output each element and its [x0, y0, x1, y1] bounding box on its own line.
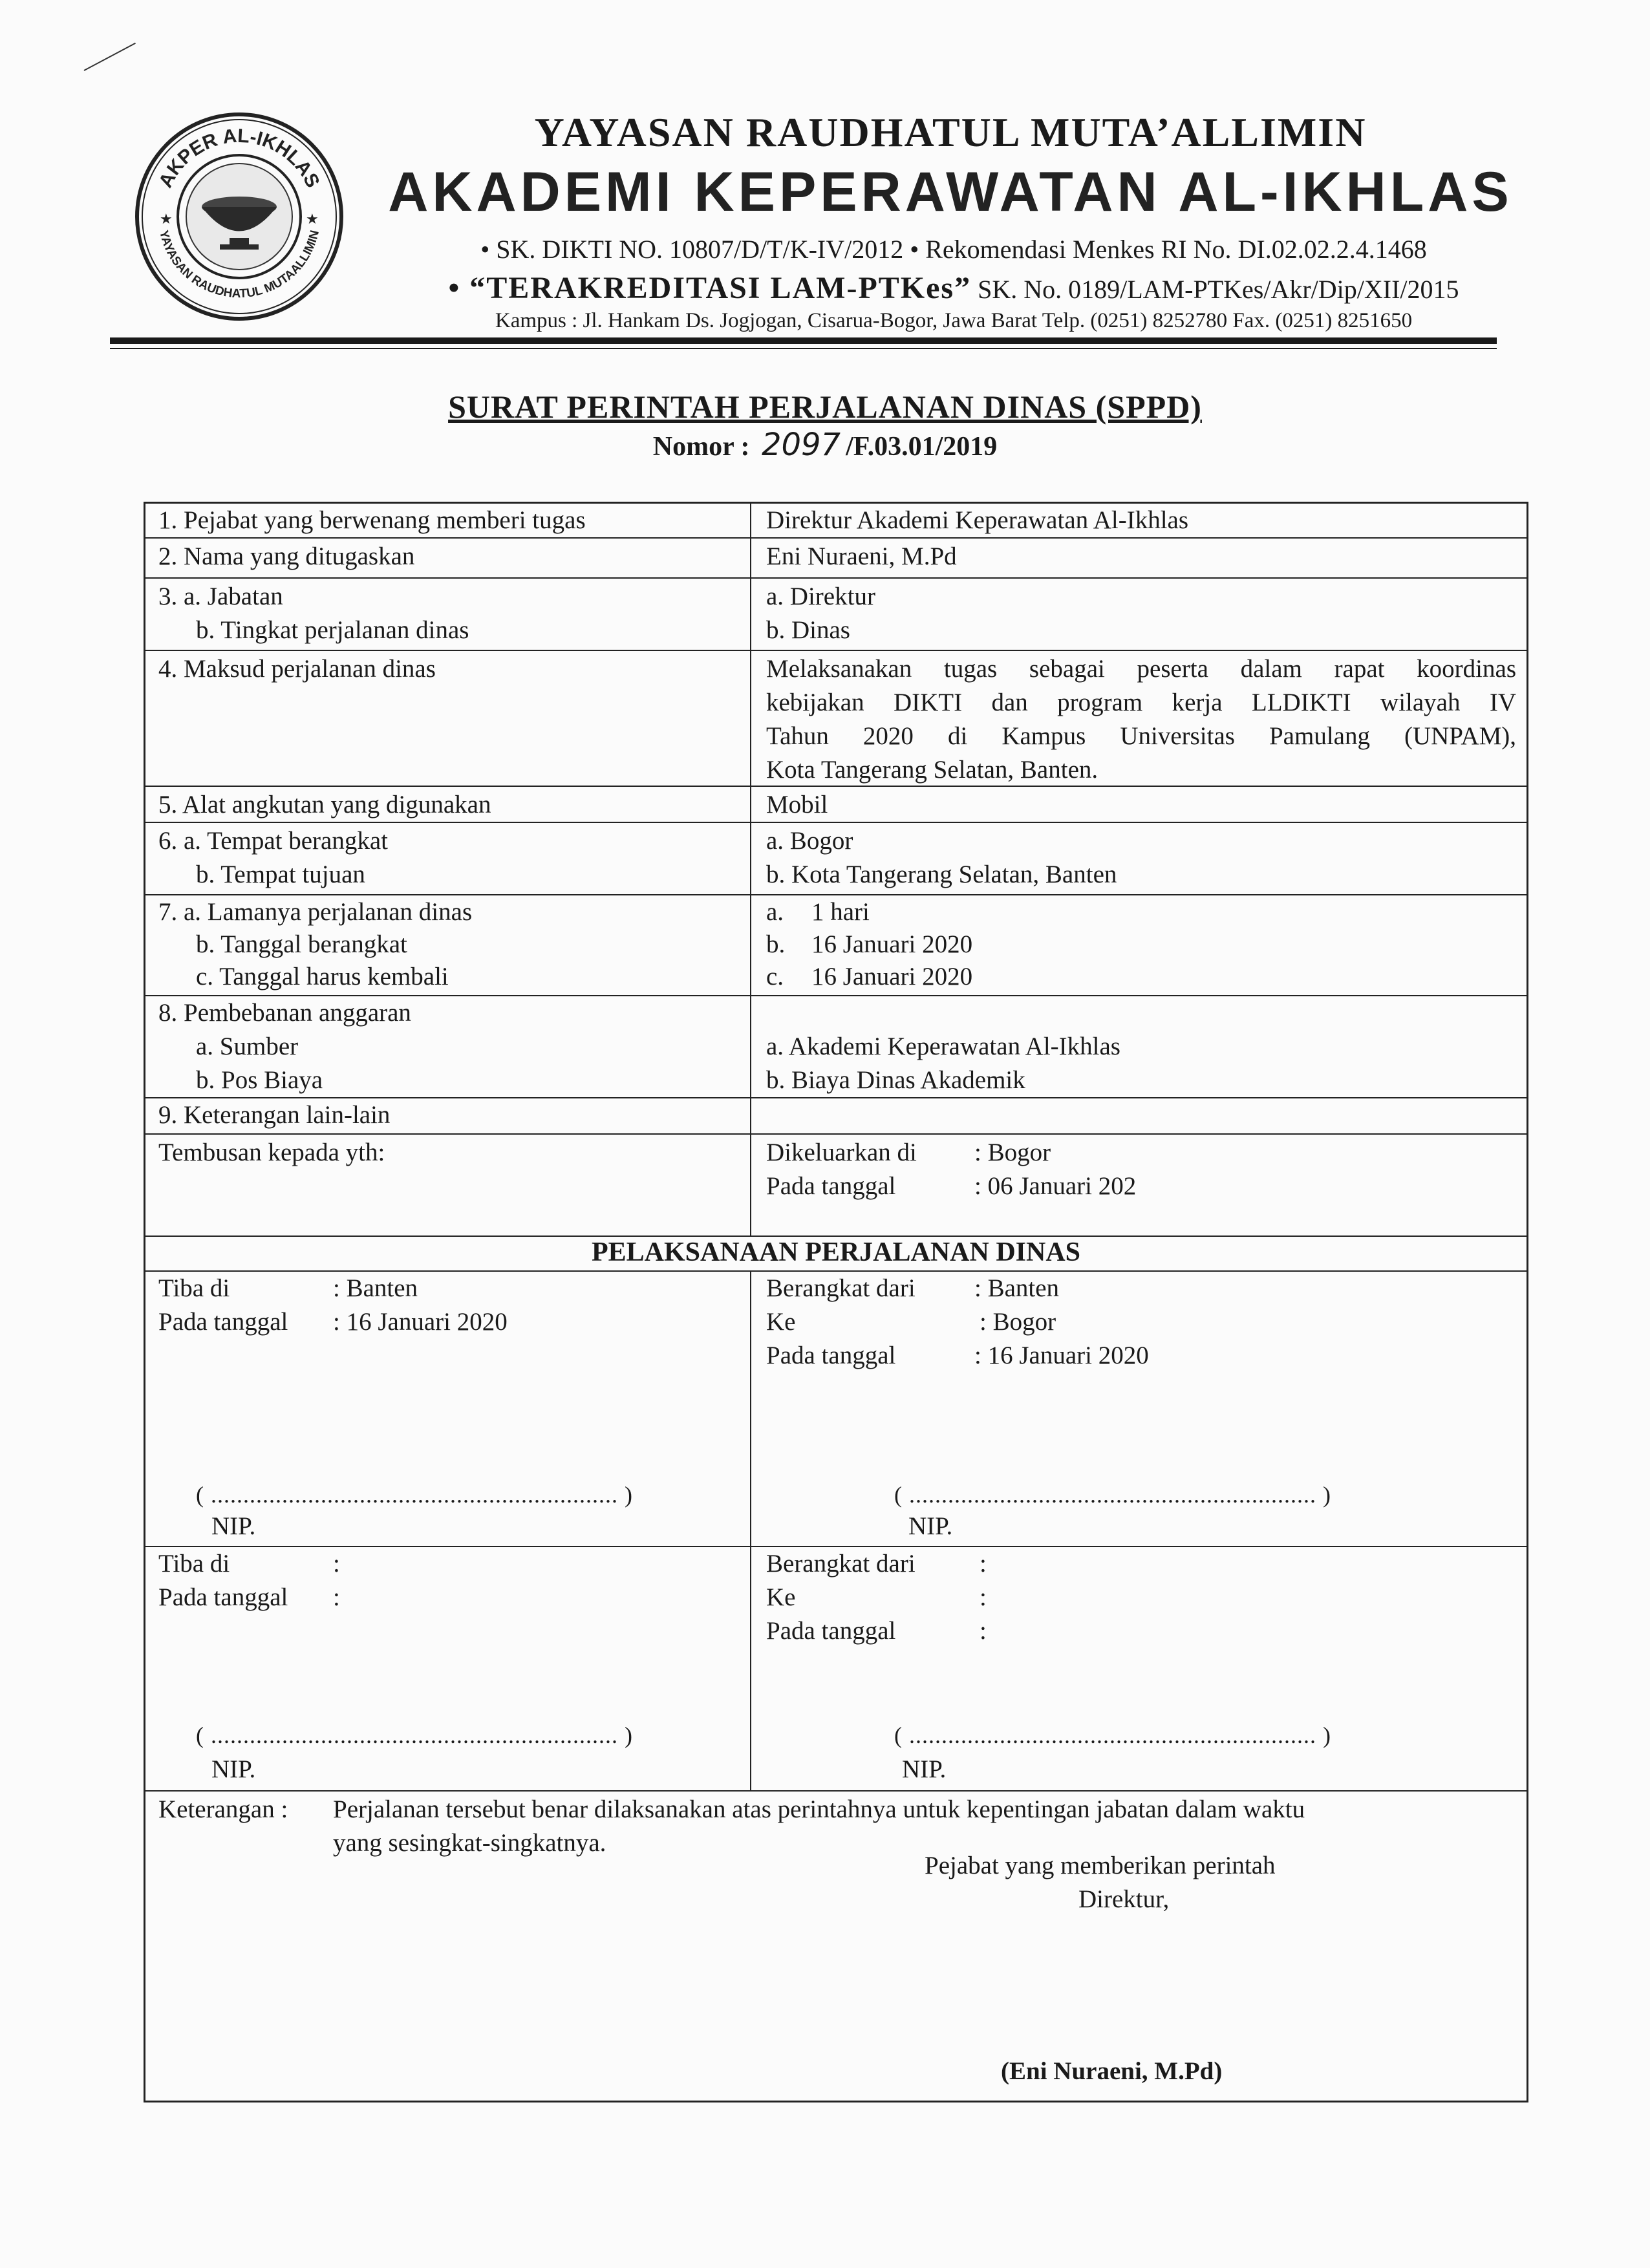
row7-key-a: a. [766, 898, 784, 926]
dikeluarkan-label: Dikeluarkan di [766, 1139, 917, 1166]
row3-label-a: 3. a. Jabatan [158, 583, 283, 610]
row7-label-a: 7. a. Lamanya perjalanan dinas [158, 898, 473, 926]
row2-label: 2. Nama yang ditugaskan [158, 542, 415, 570]
b1-tiba-label: Tiba di [158, 1274, 230, 1302]
row7-key-c: c. [766, 963, 784, 990]
row5-value: Mobil [766, 791, 828, 818]
institution-logo [133, 110, 346, 323]
row4-value-line2: kebijakan DIKTI dan program kerja LLDIKTI wilayah IV [766, 689, 1516, 716]
row7-label-c: c. Tanggal harus kembali [196, 963, 449, 990]
row2-value: Eni Nuraeni, M.Pd [766, 542, 957, 570]
row6-value-a: a. Bogor [766, 827, 853, 855]
b2-tiba-label: Tiba di [158, 1550, 230, 1578]
header-rule-thin [110, 348, 1497, 349]
signatory-name: (Eni Nuraeni, M.Pd) [1001, 2057, 1223, 2085]
accreditation-bold: • “TERAKREDITASI LAM-PTKes” [448, 271, 972, 305]
b2-berangkat-value: : [980, 1550, 987, 1578]
row5-label: 5. Alat angkutan yang digunakan [158, 791, 491, 818]
row7-value-b: 16 Januari 2020 [811, 930, 973, 958]
pada-tanggal-value: : 06 Januari 202 [974, 1172, 1137, 1200]
keterangan-line1: Perjalanan tersebut benar dilaksanakan atas perintahnya untuk kepentingan jabatan dalam waktu [333, 1795, 1305, 1823]
row6-label-a: 6. a. Tempat berangkat [158, 827, 388, 855]
row4-value-line1: Melaksanakan tugas sebagai peserta dalam rapat koordinas [766, 655, 1516, 683]
b1-berangkat-value: : Banten [974, 1274, 1060, 1302]
b2-right-nip: NIP. [902, 1755, 947, 1783]
academy-name: AKADEMI KEPERAWATAN AL-IKHLAS [388, 161, 1513, 223]
nomor-suffix: /F.03.01/2019 [846, 432, 998, 462]
row4-label: 4. Maksud perjalanan dinas [158, 655, 436, 683]
header-rule-thick [110, 337, 1497, 344]
row4-value-line3: Tahun 2020 di Kampus Universitas Pamulang (UNPAM), [766, 722, 1516, 750]
tembusan-label: Tembusan kepada yth: [158, 1139, 385, 1166]
b2-tanggal-value: : [333, 1583, 340, 1611]
row8-value-a: a. Akademi Keperawatan Al-Ikhlas [766, 1032, 1120, 1060]
foundation-name: YAYASAN RAUDHATUL MUTA’ALLIMIN [534, 109, 1367, 155]
row1-value: Direktur Akademi Keperawatan Al-Ikhlas [766, 506, 1189, 534]
b2-tanggal2-value: : [980, 1617, 987, 1645]
b2-tiba-value: : [333, 1550, 340, 1578]
row3-value-a: a. Direktur [766, 583, 875, 610]
b1-right-signature-line: ( ............................................................... ) [894, 1482, 1331, 1508]
b1-left-signature-line: ( ............................................................... ) [196, 1482, 633, 1508]
pejabat-title: Pejabat yang memberikan perintah [925, 1852, 1276, 1879]
accreditation-sk: SK. No. 0189/LAM-PTKes/Akr/Dip/XII/2015 [971, 275, 1459, 304]
row7-key-b: b. [766, 930, 786, 958]
b1-right-nip: NIP. [908, 1512, 953, 1540]
b1-tanggal-value: : 16 Januari 2020 [333, 1308, 508, 1336]
b1-berangkat-label: Berangkat dari [766, 1274, 916, 1302]
b1-ke-label: Ke [766, 1308, 796, 1336]
row8-label: 8. Pembebanan anggaran [158, 999, 411, 1027]
b1-tanggal2-value: : 16 Januari 2020 [974, 1342, 1149, 1369]
accreditation-line [369, 270, 1539, 306]
nomor-label: Nomor : [652, 432, 750, 462]
dikeluarkan-value: : Bogor [974, 1139, 1051, 1166]
sppd-table [144, 502, 1528, 2102]
row7-label-b: b. Tanggal berangkat [196, 930, 407, 958]
row6-label-b: b. Tempat tujuan [196, 861, 365, 888]
b1-tiba-value: : Banten [333, 1274, 418, 1302]
b2-left-signature-line: ( ............................................................... ) [196, 1722, 633, 1748]
b2-ke-value: : [980, 1583, 987, 1611]
row9-label: 9. Keterangan lain-lain [158, 1101, 391, 1129]
b2-ke-label: Ke [766, 1583, 796, 1611]
scan-pen-mark [84, 43, 136, 71]
sk-dikti-line: • SK. DIKTI NO. 10807/D/T/K-IV/2012 • Rekomendasi Menkes RI No. DI.02.02.2.4.1468 [480, 235, 1427, 264]
row3-label-b: b. Tingkat perjalanan dinas [196, 616, 469, 644]
b2-tanggal-label: Pada tanggal [158, 1583, 288, 1611]
keterangan-line2: yang sesingkat-singkatnya. [333, 1829, 606, 1857]
campus-address: Kampus : Jl. Hankam Ds. Jogjogan, Cisarua-Bogor, Jawa Barat Telp. (0251) 8252780 Fax. (0251) 8251650 [495, 309, 1413, 332]
row7-value-c: 16 Januari 2020 [811, 963, 973, 990]
document-title: SURAT PERINTAH PERJALANAN DINAS (SPPD) [448, 389, 1202, 425]
document-number [0, 427, 1650, 463]
pada-tanggal-label: Pada tanggal [766, 1172, 896, 1200]
svg-text:★: ★ [306, 211, 319, 227]
row7-value-a: 1 hari [811, 898, 870, 926]
row6-value-b: b. Kota Tangerang Selatan, Banten [766, 861, 1117, 888]
row8-label-b: b. Pos Biaya [196, 1066, 323, 1094]
row8-value-b: b. Biaya Dinas Akademik [766, 1066, 1025, 1094]
b1-tanggal-label: Pada tanggal [158, 1308, 288, 1336]
svg-text:AKPER AL-IKHLAS: AKPER AL-IKHLAS [155, 125, 324, 191]
row4-value-line4: Kota Tangerang Selatan, Banten. [766, 756, 1098, 784]
b2-left-nip: NIP. [211, 1755, 256, 1783]
b2-right-signature-line: ( ............................................................... ) [894, 1722, 1331, 1748]
jabatan-direktur: Direktur, [1078, 1885, 1170, 1913]
svg-text:★: ★ [160, 211, 173, 227]
b1-ke-value: : Bogor [980, 1308, 1056, 1336]
row1-label: 1. Pejabat yang berwenang memberi tugas [158, 506, 586, 534]
nomor-handwritten: 2097 [761, 427, 841, 463]
b1-left-nip: NIP. [211, 1512, 256, 1540]
pelaksanaan-title: PELAKSANAAN PERJALANAN DINAS [591, 1237, 1081, 1267]
b1-tanggal2-label: Pada tanggal [766, 1342, 896, 1369]
row3-value-b: b. Dinas [766, 616, 850, 644]
row8-label-a: a. Sumber [196, 1032, 299, 1060]
svg-text:YAYASAN RAUDHATUL MUTAALLIMIN: YAYASAN RAUDHATUL MUTAALLIMIN [156, 229, 322, 301]
keterangan-label: Keterangan : [158, 1795, 288, 1823]
b2-berangkat-label: Berangkat dari [766, 1550, 916, 1578]
b2-tanggal2-label: Pada tanggal [766, 1617, 896, 1645]
